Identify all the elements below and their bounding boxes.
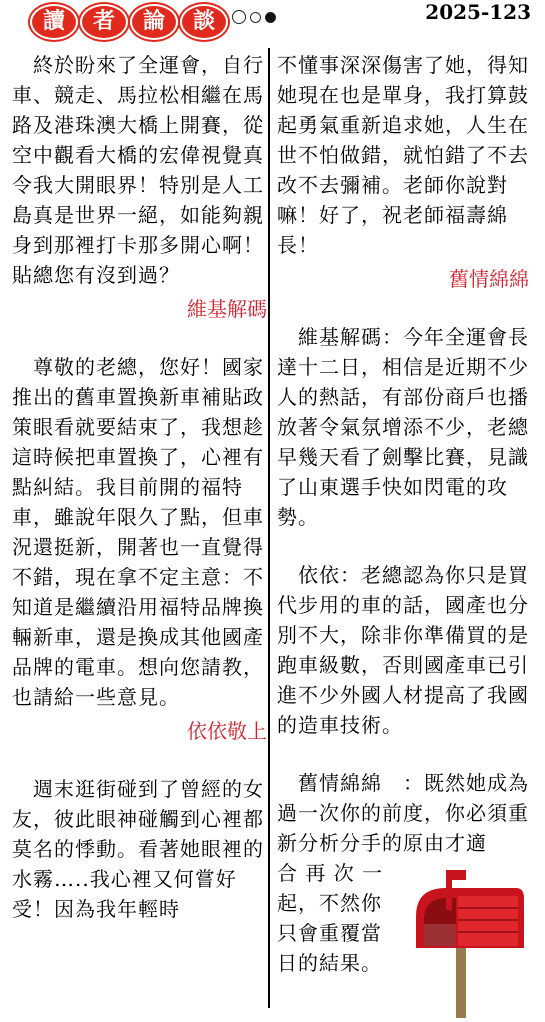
letter-3-continued: 不懂事深深傷害了她，得知她現在也是單身，我打算鼓起勇氣重新追求她，人生在世不怕做錯，就怕錯了不去改不去彌補。老師你說對嘛！好了，祝老師福壽綿長！ bbox=[277, 53, 529, 257]
title-char-1: 讀 bbox=[30, 4, 78, 40]
letter-2: 尊敬的老總，您好！國家推出的舊車置換新車補貼政策眼看就要結束了，我想趁這時候把車置換了，心裡有點糾結。我目前開的福特車，雖說年限久了點，但車況還挺新，開著也一直覺得不錯，現在拿不定主意：不知道是繼續沿用福特品牌換輛新車，還是換成其他國產品牌的電車。想向您請教，也請給一些意見。 bbox=[12, 355, 264, 709]
title-char-3: 論 bbox=[130, 4, 178, 40]
column-divider bbox=[268, 48, 270, 1008]
reply-3: 舊情綿綿 ：既然她成為過一次你的前度，你必須重新分析分手的原由才適 bbox=[277, 771, 529, 855]
reply-2: 依依：老總認為你只是買代步用的車的話，國產也分別不大，除非你準備買的是跑車級數，否則國產車已引進不少外國人材提高了我國的造車技術。 bbox=[277, 563, 529, 737]
dot-icon bbox=[265, 12, 276, 23]
letter-3: 週末逛街碰到了曾經的女友，彼此眼神碰觸到心裡都莫名的悸動。看著她眼裡的水霧…..我心裡又何嘗好受！因為我年輕時 bbox=[12, 777, 264, 921]
signature-3: 舊情綿綿 bbox=[449, 267, 529, 291]
letter-1: 終於盼來了全運會，自行車、競走、馬拉松相繼在馬路及港珠澳大橋上開賽，從空中觀看大橋的宏偉視覺真令我大開眼界！特別是人工島真是世界一絕，如能夠親身到那裡打卡那多開心啊！貼總您有沒到過？ bbox=[12, 53, 264, 287]
reply-3-end: 合 再 次 一 起，不然你 只會重覆當 日的結果。 bbox=[277, 861, 384, 975]
circle-icon bbox=[232, 10, 246, 24]
signature-1: 維基解碼 bbox=[187, 297, 267, 321]
signature-2: 依依敬上 bbox=[187, 719, 267, 743]
issue-number: 2025-123 bbox=[425, 0, 531, 24]
title-char-2: 者 bbox=[80, 4, 128, 40]
circle-icon bbox=[250, 12, 261, 23]
title-char-4: 談 bbox=[180, 4, 228, 40]
decorative-dots bbox=[232, 10, 276, 24]
right-column bbox=[277, 50, 529, 978]
reply-1: 維基解碼：今年全運會長達十二日，相信是近期不少人的熱話，有部份商戶也播放著令氣氛增添不少，老總早幾天看了劍擊比賽，見識了山東選手快如閃電的攻勢。 bbox=[277, 325, 529, 529]
header bbox=[0, 0, 545, 42]
mailbox-icon bbox=[406, 868, 528, 1018]
column-title bbox=[30, 4, 228, 40]
left-column bbox=[12, 50, 267, 924]
